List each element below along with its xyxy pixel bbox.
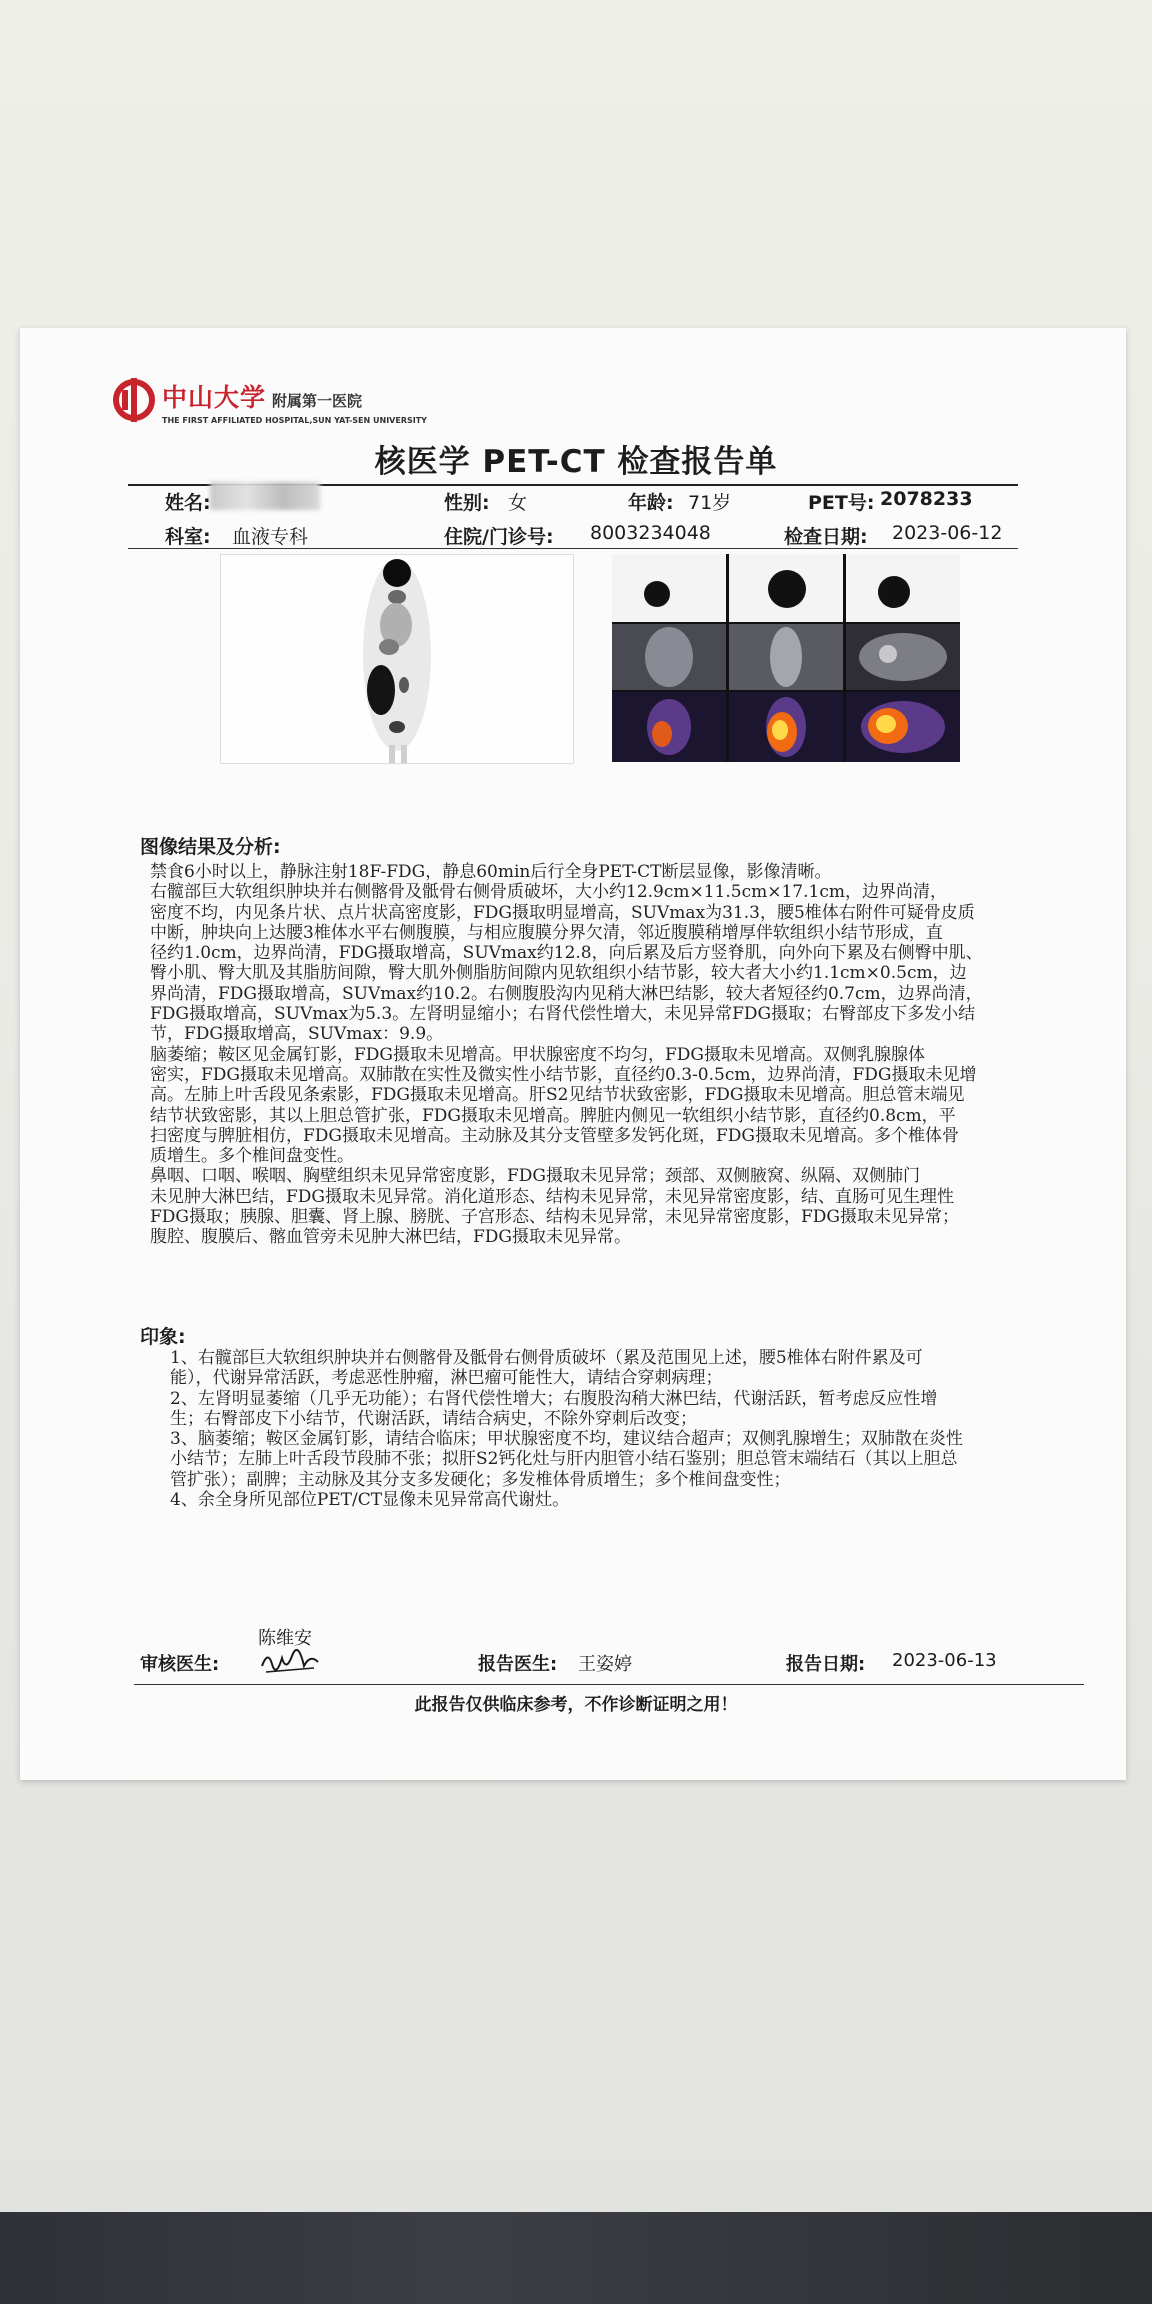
desk-edge [0, 2212, 1152, 2304]
findings-line: 节，FDG摄取增高，SUVmax：9.9。 [150, 1024, 444, 1045]
reviewer-signature [258, 1646, 322, 1678]
findings-line: 中断，肿块向上达腰3椎体水平右侧腹膜，与相应腹膜分界欠清，邻近腹膜稍增厚伴软组织小结节形成，直 [150, 922, 943, 943]
department-label: 科室: [165, 526, 211, 548]
reporter-name: 王姿婷 [578, 1654, 632, 1675]
impression-line: 2、左肾明显萎缩（几乎无功能）；右肾代偿性增大；右腹股沟稍大淋巴结，代谢活跃，暂考虑反应性增 [170, 1388, 938, 1409]
impression-line: 3、脑萎缩；鞍区金属钉影，请结合临床；甲状腺密度不均，建议结合超声；双侧乳腺增生；双肺散在炎性 [170, 1429, 963, 1450]
department-value: 血液专科 [232, 526, 309, 548]
findings-line: 脑萎缩；鞍区见金属钉影，FDG摄取未见增高。甲状腺密度不均匀，FDG摄取未见增高。双侧乳腺腺体 [150, 1044, 926, 1065]
findings-line: 径约1.0cm，边界尚清，FDG摄取增高，SUVmax约12.8，向后累及后方竖脊肌，向外向下累及右侧臀中肌、 [150, 943, 983, 964]
findings-line: 臀小肌、臀大肌及其脂肪间隙，臀大肌外侧脂肪间隙内见软组织小结节影，较大者大小约1.1cm×0.5cm，边 [150, 963, 967, 984]
sex-label: 性别: [444, 492, 490, 514]
impression-heading: 印象: [140, 1326, 186, 1348]
reporter-label: 报告医生: [478, 1654, 558, 1675]
findings-heading: 图像结果及分析: [140, 836, 281, 858]
findings-line: 未见肿大淋巴结，FDG摄取未见异常。消化道形态、结构未见异常，未见异常密度影，结、直肠可见生理性 [150, 1186, 955, 1207]
pet-number-label: PET号: [808, 492, 875, 514]
findings-line: 鼻咽、口咽、喉咽、胸壁组织未见异常密度影，FDG摄取未见异常；颈部、双侧腋窝、纵隔、双侧肺门 [150, 1166, 921, 1187]
findings-line: FDG摄取；胰腺、胆囊、肾上腺、膀胱、子宫形态、结构未见异常，未见异常密度影，FDG摄取未见异常； [150, 1207, 960, 1228]
report-date-label: 报告日期: [786, 1654, 866, 1675]
findings-line: 右髋部巨大软组织肿块并右侧髂骨及骶骨右侧骨质破坏，大小约12.9cm×11.5cm×17.1cm，边界尚清， [150, 882, 947, 903]
findings-line: 扫密度与脾脏相仿，FDG摄取未见增高。主动脉及其分支管壁多发钙化斑，FDG摄取未见增高。多个椎体骨 [150, 1125, 960, 1146]
info-divider [128, 548, 1018, 549]
findings-line: 高。左肺上叶舌段见条索影，FDG摄取未见增高。肝S2见结节状致密影，FDG摄取未见增高。胆总管末端见 [150, 1085, 965, 1106]
footer-divider [134, 1684, 1084, 1685]
reviewer-label: 审核医生: [140, 1654, 220, 1675]
hospital-subname: 附属第一医院 [272, 392, 363, 410]
report-title: 核医学 PET-CT 检查报告单 [374, 444, 778, 480]
disclaimer: 此报告仅供临床参考，不作诊断证明之用！ [414, 1695, 738, 1715]
findings-line: 禁食6小时以上，静脉注射18F-FDG，静息60min后行全身PET-CT断层显像，影像清晰。 [150, 862, 832, 882]
hospital-name-en: THE FIRST AFFILIATED HOSPITAL,SUN YAT-SEN UNIVERSITY [162, 416, 427, 425]
hospital-logo [112, 376, 427, 434]
age-label: 年龄: [628, 492, 674, 514]
findings-line: 结节状致密影，其以上胆总管扩张，FDG摄取未见增高。脾脏内侧见一软组织小结节影，直径约0.8cm，平 [150, 1105, 956, 1126]
impression-line: 生；右臀部皮下小结节，代谢活跃，请结合病史，不除外穿刺后改变； [170, 1408, 697, 1429]
impression-text [170, 1348, 963, 1510]
findings-text [150, 862, 983, 1248]
inpatient-number-value: 8003234048 [590, 522, 711, 544]
pet-number-value: 2078233 [880, 488, 973, 510]
redacted-name [210, 482, 320, 510]
exam-date-label: 检查日期: [784, 526, 868, 548]
impression-line: 管扩张）；副脾；主动脉及其分支多发硬化；多发椎体骨质增生；多个椎间盘变性； [170, 1469, 791, 1490]
sex-value: 女 [508, 492, 528, 514]
findings-line: FDG摄取增高，SUVmax为5.3。左肾明显缩小；右肾代偿性增大，未见异常FDG摄取；右臀部皮下多发小结 [150, 1004, 976, 1025]
name-label: 姓名: [165, 492, 211, 514]
findings-line: 界尚清，FDG摄取增高，SUVmax约10.2。右侧腹股沟内见稍大淋巴结影，较大者短径约0.7cm，边界尚清， [150, 983, 983, 1004]
impression-line: 能），代谢异常活跃，考虑恶性肿瘤，淋巴瘤可能性大，请结合穿刺病理； [170, 1368, 723, 1389]
exam-date-value: 2023-06-12 [892, 522, 1003, 544]
findings-line: 密度不均，内见条片状、点片状高密度影，FDG摄取明显增高，SUVmax为31.3，腰5椎体右附件可疑骨皮质 [150, 902, 975, 923]
findings-line: 密实，FDG摄取未见增高。双肺散在实性及微实性小结节影，直径约0.3-0.5cm，边界尚清，FDG摄取未见增 [150, 1064, 977, 1085]
impression-line: 1、右髋部巨大软组织肿块并右侧髂骨及骶骨右侧骨质破坏（累及范围见上述，腰5椎体右附件累及可 [170, 1348, 923, 1368]
reviewer-name-printed: 陈维安 [258, 1628, 312, 1649]
inpatient-number-label: 住院/门诊号: [444, 526, 554, 548]
hospital-name-cn: 中山大学 [162, 383, 267, 412]
impression-line: 小结节；左肺上叶舌段节段肺不张；拟肝S2钙化灶与肝内胆管小结石鉴别；胆总管末端结石（其以上胆总 [170, 1449, 958, 1470]
hospital-emblem-icon [112, 376, 156, 424]
report-date-value: 2023-06-13 [892, 1650, 997, 1671]
findings-line: 质增生。多个椎间盘变性。 [150, 1146, 354, 1167]
impression-line: 4、余全身所见部位PET/CT显像未见异常高代谢灶。 [170, 1490, 570, 1511]
findings-line: 腹腔、腹膜后、髂血管旁未见肿大淋巴结，FDG摄取未见异常。 [150, 1227, 632, 1248]
age-value: 71岁 [688, 492, 732, 514]
pet-mip-image [220, 554, 574, 764]
pet-ct-fusion-grid [612, 554, 960, 762]
